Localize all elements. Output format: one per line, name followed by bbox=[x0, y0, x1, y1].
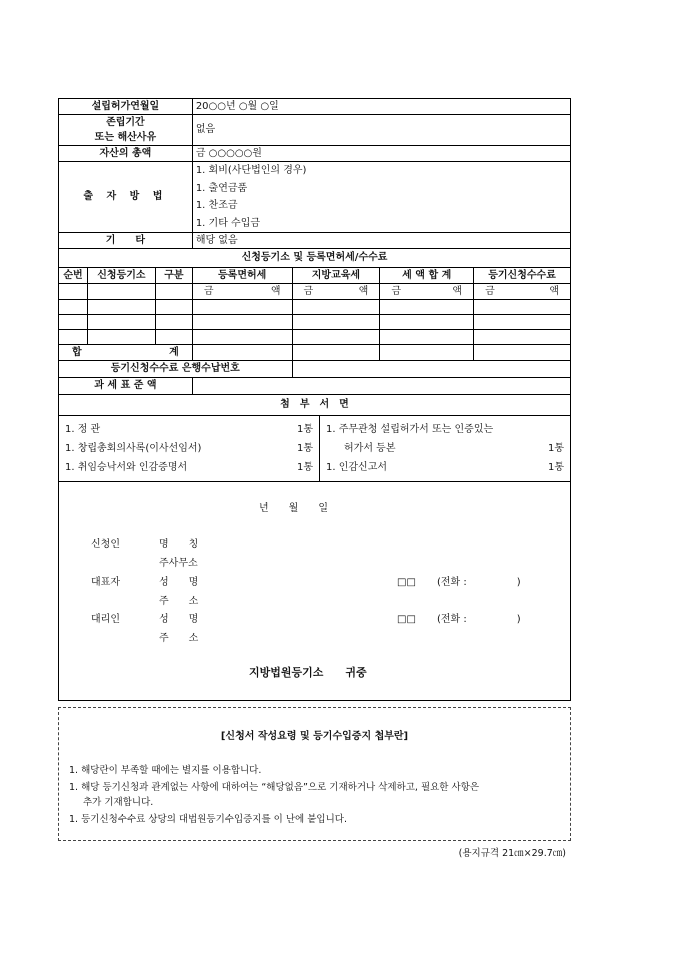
fee-cell[interactable] bbox=[87, 330, 155, 345]
date-line[interactable]: 년 월 일 bbox=[259, 503, 328, 514]
attach-left-column bbox=[59, 416, 320, 481]
contribution-item: 1. 찬조금 bbox=[195, 200, 238, 211]
fee-cell[interactable] bbox=[59, 330, 88, 345]
duration-label bbox=[59, 115, 193, 146]
fee-cell[interactable] bbox=[380, 330, 474, 345]
instruction-item: 추가 기재합니다. bbox=[83, 797, 154, 808]
attach-item bbox=[326, 439, 564, 458]
tax-base-value[interactable] bbox=[192, 378, 570, 395]
contribution-item: 1. 회비(사단법인의 경우) bbox=[195, 165, 307, 176]
fee-header-education-tax: 지방교육세 bbox=[292, 268, 380, 284]
est-date-label: 설립허가연월일 bbox=[59, 99, 193, 115]
fee-cell[interactable] bbox=[155, 300, 192, 315]
est-date-value[interactable]: 20○○년 ○월 ○일 bbox=[192, 99, 570, 115]
amount-left: 금 bbox=[391, 285, 401, 297]
attach-item-text: 1. 창립총회의사록(이사선임서) bbox=[65, 443, 202, 454]
fee-cell[interactable] bbox=[474, 315, 571, 330]
fee-cell[interactable] bbox=[192, 300, 292, 315]
fee-header-registry: 신청등기소 bbox=[87, 268, 155, 284]
fee-cell[interactable] bbox=[155, 315, 192, 330]
duration-label-line2: 또는 해산사유 bbox=[94, 132, 157, 143]
fee-cell[interactable] bbox=[474, 330, 571, 345]
fee-header-no: 순번 bbox=[59, 268, 88, 284]
fee-cell[interactable] bbox=[292, 315, 380, 330]
bank-receipt-value[interactable] bbox=[292, 361, 570, 378]
amount-unit-cell bbox=[292, 284, 380, 300]
fee-cell[interactable] bbox=[155, 284, 192, 300]
contribution-label: 출 자 방 법 bbox=[59, 162, 193, 233]
duration-value[interactable]: 없음 bbox=[192, 115, 570, 146]
total-education-tax[interactable] bbox=[292, 345, 380, 361]
attachments bbox=[59, 416, 570, 481]
total-license-tax[interactable] bbox=[192, 345, 292, 361]
bank-receipt-label: 등기신청수수료 은행수납번호 bbox=[59, 361, 293, 378]
fee-cell[interactable] bbox=[380, 300, 474, 315]
total-filing-fee[interactable] bbox=[474, 345, 571, 361]
amount-right: 액 bbox=[270, 285, 281, 297]
fee-cell[interactable] bbox=[292, 330, 380, 345]
amount-right: 액 bbox=[358, 285, 369, 297]
other-label: 기 타 bbox=[59, 233, 193, 249]
amount-unit-cell bbox=[380, 284, 474, 300]
attach-item-count: 1통 bbox=[547, 443, 564, 454]
attach-item-count: 1통 bbox=[547, 462, 564, 473]
agent-address-label: 주 소 bbox=[159, 633, 199, 644]
assets-label: 자산의 총액 bbox=[59, 146, 193, 162]
representative-label: 대표자 bbox=[91, 577, 120, 588]
fee-header-type: 구분 bbox=[155, 268, 192, 284]
other-value[interactable]: 해당 없음 bbox=[192, 233, 570, 249]
agent-label: 대리인 bbox=[91, 614, 120, 625]
instruction-item: 1. 해당 등기신청과 관계없는 사항에 대하여는 “해당없음”으로 기재하거나 삭제하고, 필요한 사항은 bbox=[69, 782, 480, 793]
instructions-title: [신청서 작성요령 및 등기수입증지 첩부란] bbox=[220, 731, 409, 742]
amount-right: 액 bbox=[452, 285, 463, 297]
fee-section-title: 신청등기소 및 등록면허세/수수료 bbox=[59, 249, 571, 268]
total-label-left: 합 bbox=[72, 346, 82, 358]
amount-left: 금 bbox=[485, 285, 495, 297]
applicant-office-label: 주사무소 bbox=[159, 558, 198, 569]
fee-cell[interactable] bbox=[87, 300, 155, 315]
contribution-item: 1. 출연금품 bbox=[195, 182, 248, 194]
fee-cell[interactable] bbox=[87, 284, 155, 300]
fee-cell[interactable] bbox=[380, 315, 474, 330]
attach-item bbox=[65, 420, 313, 439]
attach-item-text: 1. 인감신고서 bbox=[326, 462, 388, 473]
instruction-item: 1. 등기신청수수료 상당의 대법원등기수입증지를 이 난에 붙입니다. bbox=[69, 814, 347, 825]
fee-total-row bbox=[59, 345, 571, 361]
applicant-label: 신청인 bbox=[91, 539, 120, 550]
amount-unit-cell bbox=[474, 284, 571, 300]
total-label bbox=[59, 345, 193, 361]
fee-cell[interactable] bbox=[59, 300, 88, 315]
attach-item bbox=[326, 420, 564, 439]
fee-cell[interactable] bbox=[59, 315, 88, 330]
total-label-right: 계 bbox=[169, 346, 179, 358]
attach-item-text: 1. 정 관 bbox=[65, 424, 101, 435]
duration-label-line1: 존립기간 bbox=[106, 117, 145, 128]
representative-name-label: 성 명 bbox=[159, 577, 199, 588]
representative-seal[interactable]: □□ bbox=[397, 577, 416, 588]
fee-header-filing-fee: 등기신청수수료 bbox=[474, 268, 571, 284]
court-addressee: 지방법원등기소 귀중 bbox=[249, 666, 367, 679]
agent-phone[interactable]: (전화 : ) bbox=[437, 614, 521, 625]
attach-item-text: 1. 취임승낙서와 인감증명서 bbox=[65, 462, 188, 473]
attach-item bbox=[65, 458, 313, 477]
contribution-item: 1. 기타 수입금 bbox=[195, 217, 261, 229]
paper-spec: (용지규격 21㎝×29.7㎝) bbox=[458, 848, 566, 859]
representative-address-label: 주 소 bbox=[159, 596, 199, 607]
instructions-box bbox=[58, 707, 571, 841]
attach-item-count: 1통 bbox=[296, 462, 313, 473]
amount-right: 액 bbox=[549, 285, 559, 297]
attach-right-column bbox=[320, 416, 571, 481]
contribution-methods[interactable] bbox=[192, 162, 570, 233]
attach-item bbox=[326, 458, 564, 477]
attach-item-text: 허가서 등본 bbox=[344, 443, 396, 454]
amount-unit-cell bbox=[192, 284, 292, 300]
fee-cell[interactable] bbox=[474, 300, 571, 315]
fee-cell[interactable] bbox=[192, 330, 292, 345]
agent-name-label: 성 명 bbox=[159, 614, 199, 625]
total-tax-sum[interactable] bbox=[380, 345, 474, 361]
fee-header-tax-total: 세 액 합 계 bbox=[380, 268, 474, 284]
amount-left: 금 bbox=[203, 285, 214, 297]
fee-cell[interactable] bbox=[59, 284, 88, 300]
agent-seal[interactable]: □□ bbox=[397, 614, 416, 625]
fee-cell[interactable] bbox=[192, 315, 292, 330]
attach-item-count: 1통 bbox=[296, 424, 313, 435]
application-form-table bbox=[58, 98, 571, 701]
signature-section bbox=[59, 482, 570, 700]
fee-row bbox=[59, 330, 571, 345]
fee-cell[interactable] bbox=[87, 315, 155, 330]
attach-item bbox=[65, 439, 313, 458]
amount-left: 금 bbox=[303, 285, 314, 297]
attach-item-count: 1통 bbox=[296, 443, 313, 454]
representative-phone[interactable]: (전화 : ) bbox=[437, 577, 521, 588]
attach-title: 첨 부 서 면 bbox=[59, 395, 571, 416]
fee-cell[interactable] bbox=[292, 300, 380, 315]
attach-item-text: 1. 주무관청 설립허가서 또는 인증있는 bbox=[326, 424, 494, 435]
fee-row bbox=[59, 300, 571, 315]
tax-base-label: 과 세 표 준 액 bbox=[59, 378, 193, 395]
instruction-item: 1. 해당란이 부족할 때에는 별지를 이용합니다. bbox=[69, 765, 262, 776]
fee-header-license-tax: 등록면허세 bbox=[192, 268, 292, 284]
fee-row bbox=[59, 315, 571, 330]
applicant-name-label: 명 칭 bbox=[159, 539, 199, 550]
fee-cell[interactable] bbox=[155, 330, 192, 345]
assets-value[interactable]: 금 ○○○○○원 bbox=[192, 146, 570, 162]
